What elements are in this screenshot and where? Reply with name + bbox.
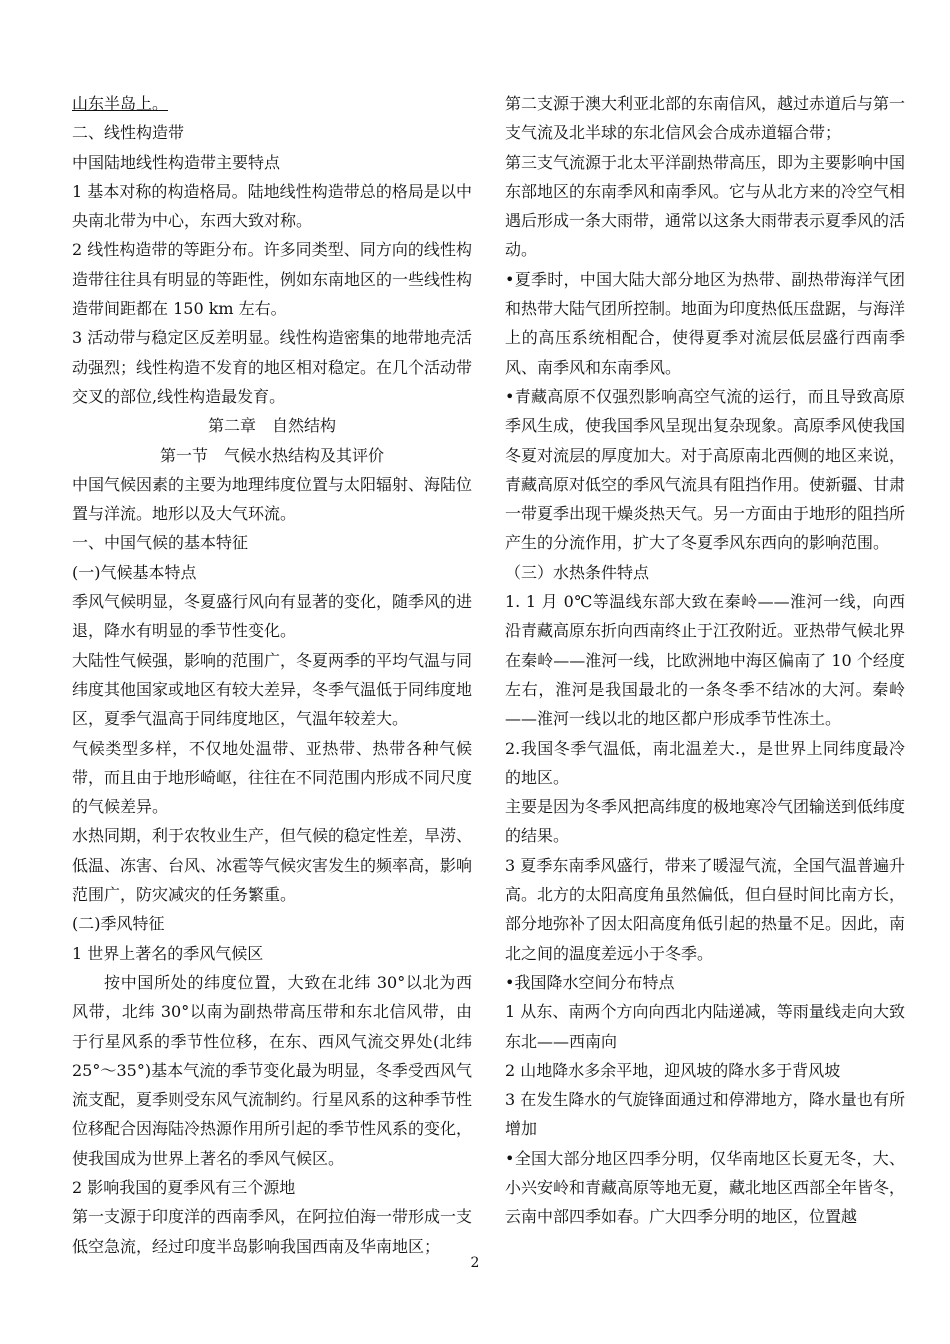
paragraph: 一、中国气候的基本特征 xyxy=(72,533,249,553)
paragraph: 2 线性构造带的等距分布。许多同类型、同方向的线性构造带往往具有明显的等距性，例如东南地区的一些线性构造带间距都在 150 km 左右。 xyxy=(72,240,473,319)
paragraph: 大陆性气候强，影响的范围广，冬夏两季的平均气温与同纬度其他国家或地区有较大差异，冬季气温低于同纬度地区，夏季气温高于同纬度地区，气温年较差大。 xyxy=(72,650,473,729)
paragraph: 第一节 气候水热结构及其评价 xyxy=(159,445,384,465)
paragraph: •夏季时，中国大陆大部分地区为热带、副热带海洋气团和热带大陆气团所控制。地面为印度热低压盘踞，与海洋上的高压系统相配合，使得夏季对流层低层盛行西南季风、南季风和东南季风。 xyxy=(505,269,906,377)
paragraph: (一)气候基本特点 xyxy=(72,562,197,582)
paragraph: •青藏高原不仅强烈影响高空气流的运行，而且导致高原季风生成，使我国季风呈现出复杂现象。高原季风使我国冬夏对流层的厚度加大。对于高原南北西侧的地区来说，青藏高原对低空的季风气流具有阻挡作用。使新疆、甘肃一带夏季出现干燥炎热天气。另一方面由于地形的阻挡所产生的分流作用，扩大了冬夏季风东西向的影响范围。 xyxy=(505,386,906,553)
paragraph: 第二支源于澳大利亚北部的东南信风，越过赤道后与第一支气流及北半球的东北信风会合成赤道辐合带； xyxy=(505,94,906,143)
paragraph: 2 影响我国的夏季风有三个源地 xyxy=(72,1177,296,1197)
paragraph: 3 活动带与稳定区反差明显。线性构造密集的地带地壳活动强烈；线性构造不发育的地区相对稳定。在几个活动带交叉的部位,线性构造最发育。 xyxy=(72,328,473,406)
paragraph: 二、线性构造带 xyxy=(72,123,185,143)
paragraph: 水热同期，利于农牧业生产，但气候的稳定性差，旱涝、低温、冻害、台风、冰雹等气候灾害发生的频率高，影响范围广，防灾减灾的任务繁重。 xyxy=(72,826,473,905)
paragraph: (二)季风特征 xyxy=(72,914,165,934)
paragraph: •我国降水空间分布特点 xyxy=(505,972,675,992)
paragraph: •全国大部分地区四季分明，仅华南地区长夏无冬，大、小兴安岭和青藏高原等地无夏，藏北地区西部全年皆冬，云南中部四季如春。广大四季分明的地区，位置越 xyxy=(505,1148,906,1227)
paragraph: 季风气候明显，冬夏盛行风向有显著的变化，随季风的进退，降水有明显的季节性变化。 xyxy=(72,592,473,641)
paragraph: 主要是因为冬季风把高纬度的极地寒冷气团输送到低纬度的结果。 xyxy=(505,797,906,846)
right-column xyxy=(505,89,905,1232)
paragraph: 中国陆地线性构造带主要特点 xyxy=(72,152,281,172)
paragraph: 第三支气流源于北太平洋副热带高压，即为主要影响中国东部地区的东南季风和南季风。它与从北方来的冷空气相遇后形成一条大雨带，通常以这条大雨带表示夏季风的活动。 xyxy=(505,152,906,260)
paragraph: （三）水热条件特点 xyxy=(505,562,650,582)
paragraph: 按中国所处的纬度位置，大致在北纬 30°以北为西风带，北纬 30°以南为副热带高压带和东北信风带，由于行星风系的季节性位移，在东、西风气流交界处(北纬 25°～35°)基本气流的季节变化最为明显，冬季受西风气流支配，夏季则受东风气流制约。行星风系的这种季节性位移配合因海陆冷热源作用所引起的季节性风系的变化，使我国成为世界上著名的季风气候区。 xyxy=(72,972,473,1168)
paragraph: 1. 1 月 0℃等温线东部大致在秦岭——淮河一线，向西沿青藏高原东折向西南终止于江孜附近。亚热带气候北界在秦岭——淮河一线，比欧洲地中海区偏南了 10 个经度左右，淮河是我国最北的一条冬季不结冰的大河。秦岭——淮河一线以北的地区都户形成季节性冻土。 xyxy=(505,592,906,729)
paragraph: 3 在发生降水的气旋锋面通过和停滞地方，降水量也有所增加 xyxy=(505,1090,905,1139)
paragraph: 3 夏季东南季风盛行，带来了暖湿气流，全国气温普遍升高。北方的太阳高度角虽然偏低，但白昼时间比南方长，部分地弥补了因太阳高度角低引起的热量不足。因此，南北之间的温度差远小于冬季。 xyxy=(505,855,906,963)
paragraph: 第一支源于印度洋的西南季风，在阿拉伯海一带形成一支低空急流，经过印度半岛影响我国西南及华南地区； xyxy=(72,1207,473,1256)
paragraph: 中国气候因素的主要为地理纬度位置与太阳辐射、海陆位置与洋流。地形以及大气环流。 xyxy=(72,474,473,524)
paragraph: 1 基本对称的构造格局。陆地线性构造带总的格局是以中央南北带为中心，东西大致对称。 xyxy=(72,181,472,231)
paragraph: 气候类型多样，不仅地处温带、亚热带、热带各种气候带，而且由于地形崎岖，往往在不同范围内形成不同尺度的气候差异。 xyxy=(72,738,473,817)
paragraph: 1 从东、南两个方向向西北内陆递减，等雨量线走向大致东北——西南向 xyxy=(505,1002,905,1051)
paragraph: 第二章 自然结构 xyxy=(207,416,336,436)
paragraph: 1 世界上著名的季风气候区 xyxy=(72,943,264,963)
paragraph: 2 山地降水多余平地，迎风坡的降水多于背风坡 xyxy=(505,1060,841,1080)
paragraph: 2.我国冬季气温低，南北温差大.，是世界上同纬度最冷的地区。 xyxy=(505,738,905,787)
left-column xyxy=(72,89,472,1261)
page-number: 2 xyxy=(470,1255,480,1271)
paragraph: 山东半岛上。 xyxy=(72,94,169,113)
